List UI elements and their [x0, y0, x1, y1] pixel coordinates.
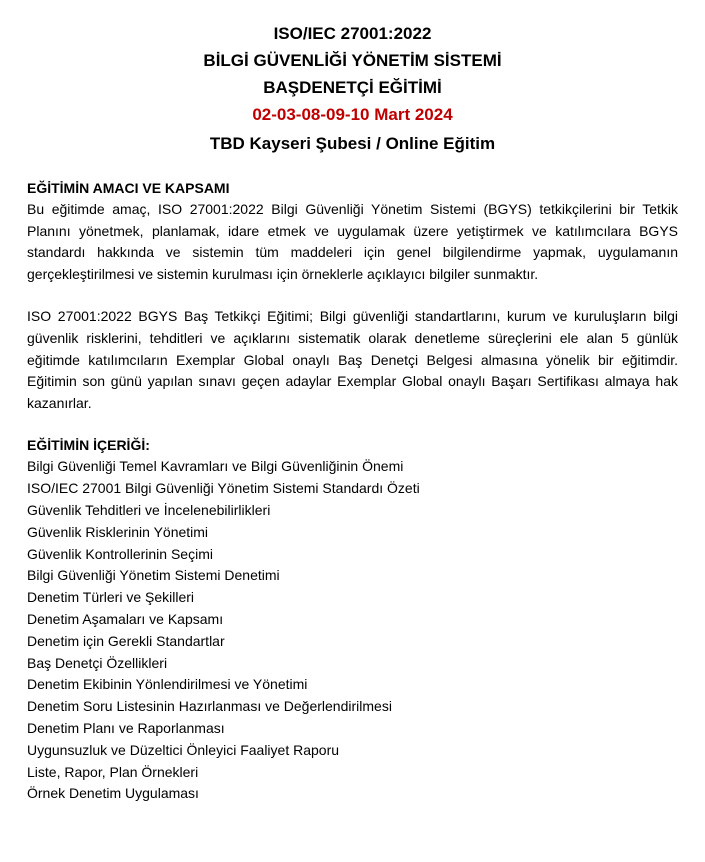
contents-heading: EĞİTİMİN İÇERİĞİ:: [27, 437, 150, 454]
list-item: Uygunsuzluk ve Düzeltici Önleyici Faaliyet Raporu: [27, 741, 340, 758]
list-item: Örnek Denetim Uygulaması: [27, 785, 199, 802]
list-item: Güvenlik Tehditleri ve İncelenebilirlikleri: [27, 501, 271, 518]
organizer-line: TBD Kayseri Şubesi / Online Eğitim: [209, 134, 496, 153]
purpose-paragraph-2: ISO 27001:2022 BGYS Baş Tetkikçi Eğitimi; Bilgi güvenliği standartlarını, kurum ve kuruluşların bilgi güvenlik risklerini, tehditleri ve açıklarını sistematik olarak denetleme süreçlerini ele alan 5 günlük eğitimde katılımcıların Exemplar Global onaylı Baş Denetçi Belgesi almasına yönelik bir eğitimdir. Eğitimin son günü yapılan sınavı geçen adaylar Exemplar Global onaylı Başarı Sertifikası almaya hak kazanırlar.: [27, 308, 678, 411]
list-item: Güvenlik Kontrollerinin Seçimi: [27, 545, 213, 562]
system-title: BİLGİ GÜVENLİĞİ YÖNETİM SİSTEMİ: [203, 51, 502, 70]
list-item: ISO/IEC 27001 Bilgi Güvenliği Yönetim Sistemi Standardı Özeti: [27, 480, 420, 497]
list-item: Bilgi Güvenliği Temel Kavramları ve Bilgi Güvenliğinin Önemi: [27, 458, 404, 475]
purpose-heading: EĞİTİMİN AMACI VE KAPSAMI: [27, 180, 230, 196]
contents-list: [27, 456, 678, 805]
document-header: [27, 20, 678, 157]
list-item: Liste, Rapor, Plan Örnekleri: [27, 763, 199, 780]
list-item: Denetim Soru Listesinin Hazırlanması ve Değerlendirilmesi: [27, 698, 392, 715]
list-item: Denetim Aşamaları ve Kapsamı: [27, 610, 224, 627]
list-item: Güvenlik Risklerinin Yönetimi: [27, 523, 209, 540]
standard-title: ISO/IEC 27001:2022: [273, 24, 432, 43]
training-dates: 02-03-08-09-10 Mart 2024: [252, 105, 453, 124]
list-item: Denetim Ekibinin Yönlendirilmesi ve Yönetimi: [27, 676, 308, 693]
list-item: Denetim Türleri ve Şekilleri: [27, 589, 195, 606]
training-title: BAŞDENETÇİ EĞİTİMİ: [263, 78, 442, 97]
list-item: Denetim Planı ve Raporlanması: [27, 719, 225, 736]
purpose-paragraph-1: Bu eğitimde amaç, ISO 27001:2022 Bilgi Güvenliği Yönetim Sistemi (BGYS) tetkikçilerini bir Tetkik Planını yönetmek, planlamak, idare etmek ve uygulamak üzere yetiştirmek ve katılımcılara BGYS standardı hakkında ve sistemin tüm maddeleri için genel bilgilendirme yapmak, uygulamanın gerçekleştirilmesi ve sistemin kurulması için örneklerle açıklayıcı bilgiler sunmaktır.: [27, 201, 678, 282]
list-item: Bilgi Güvenliği Yönetim Sistemi Denetimi: [27, 567, 280, 584]
list-item: Denetim için Gerekli Standartlar: [27, 632, 225, 649]
list-item: Baş Denetçi Özellikleri: [27, 654, 168, 671]
